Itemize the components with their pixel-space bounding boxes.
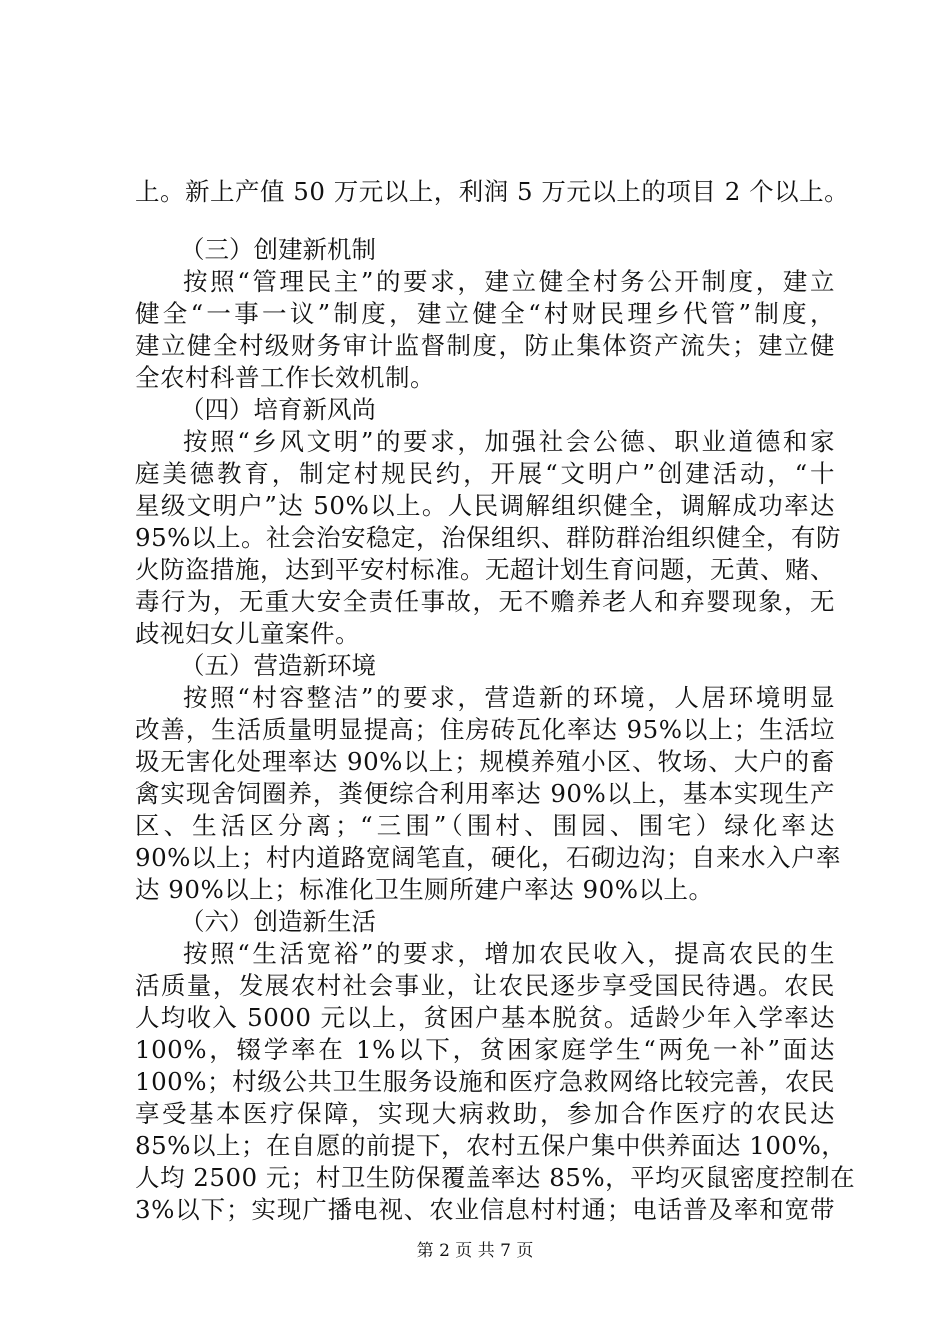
paragraph-line: 按照“村容整洁”的要求，营造新的环境，人居环境明显 bbox=[183, 683, 835, 712]
paragraph-line: 享受基本医疗保障，实现大病救助，参加合作医疗的农民达 bbox=[135, 1099, 835, 1128]
section-heading-5: （五）营造新环境 bbox=[180, 651, 376, 680]
paragraph-line: 禽实现舍饲圈养，粪便综合利用率达 90%以上，基本实现生产 bbox=[135, 779, 835, 808]
section-heading-4: （四）培育新风尚 bbox=[180, 395, 376, 424]
paragraph-line: 毒行为，无重大安全责任事故，无不赡养老人和弃婴现象，无 bbox=[135, 587, 835, 616]
paragraph-line: 庭美德教育，制定村规民约，开展“文明户”创建活动，“十 bbox=[135, 459, 835, 488]
paragraph-line: 3%以下；实现广播电视、农业信息村村通；电话普及率和宽带 bbox=[135, 1195, 835, 1224]
paragraph-line: 圾无害化处理率达 90%以上；规模养殖小区、牧场、大户的畜 bbox=[135, 747, 835, 776]
paragraph-line: 100%，辍学率在 1%以下，贫困家庭学生“两免一补”面达 bbox=[135, 1035, 835, 1064]
section-heading-3: （三）创建新机制 bbox=[180, 235, 376, 264]
paragraph-line: 85%以上；在自愿的前提下，农村五保户集中供养面达 100%， bbox=[135, 1131, 847, 1160]
section-heading-6: （六）创造新生活 bbox=[180, 907, 376, 936]
paragraph-line: 活质量，发展农村社会事业，让农民逐步享受国民待遇。农民 bbox=[135, 971, 835, 1000]
paragraph-line: 90%以上；村内道路宽阔笔直，硬化，石砌边沟；自来水入户率 bbox=[135, 843, 841, 872]
paragraph-line: 上。新上产值 50 万元以上，利润 5 万元以上的项目 2 个以上。 bbox=[135, 177, 850, 206]
paragraph-line: 达 90%以上；标准化卫生厕所建户率达 90%以上。 bbox=[135, 875, 714, 904]
paragraph-line: 健全“一事一议”制度，建立健全“村财民理乡代管”制度， bbox=[135, 299, 835, 328]
paragraph-line: 人均 2500 元；村卫生防保覆盖率达 85%，平均灭鼠密度控制在 bbox=[135, 1163, 856, 1192]
paragraph-line: 按照“生活宽裕”的要求，增加农民收入，提高农民的生 bbox=[183, 939, 835, 968]
paragraph-line: 按照“乡风文明”的要求，加强社会公德、职业道德和家 bbox=[183, 427, 835, 456]
paragraph-line: 全农村科普工作长效机制。 bbox=[135, 363, 435, 392]
paragraph-line: 区、生活区分离；“三围”（围村、围园、围宅）绿化率达 bbox=[135, 811, 835, 840]
paragraph-line: 95%以上。社会治安稳定，治保组织、群防群治组织健全，有防 bbox=[135, 523, 841, 552]
paragraph-line: 100%；村级公共卫生服务设施和医疗急救网络比较完善，农民 bbox=[135, 1067, 835, 1096]
paragraph-line: 按照“管理民主”的要求，建立健全村务公开制度，建立 bbox=[183, 267, 835, 296]
page-number-footer: 第 2 页 共 7 页 bbox=[416, 1241, 534, 1261]
paragraph-line: 火防盗措施，达到平安村标准。无超计划生育问题，无黄、赌、 bbox=[135, 555, 835, 584]
paragraph-line: 改善，生活质量明显提高；住房砖瓦化率达 95%以上；生活垃 bbox=[135, 715, 835, 744]
paragraph-line: 建立健全村级财务审计监督制度，防止集体资产流失；建立健 bbox=[135, 331, 835, 360]
paragraph-line: 人均收入 5000 元以上，贫困户基本脱贫。适龄少年入学率达 bbox=[135, 1003, 835, 1032]
paragraph-line: 歧视妇女儿童案件。 bbox=[135, 619, 360, 648]
paragraph-line: 星级文明户”达 50%以上。人民调解组织健全，调解成功率达 bbox=[135, 491, 835, 520]
